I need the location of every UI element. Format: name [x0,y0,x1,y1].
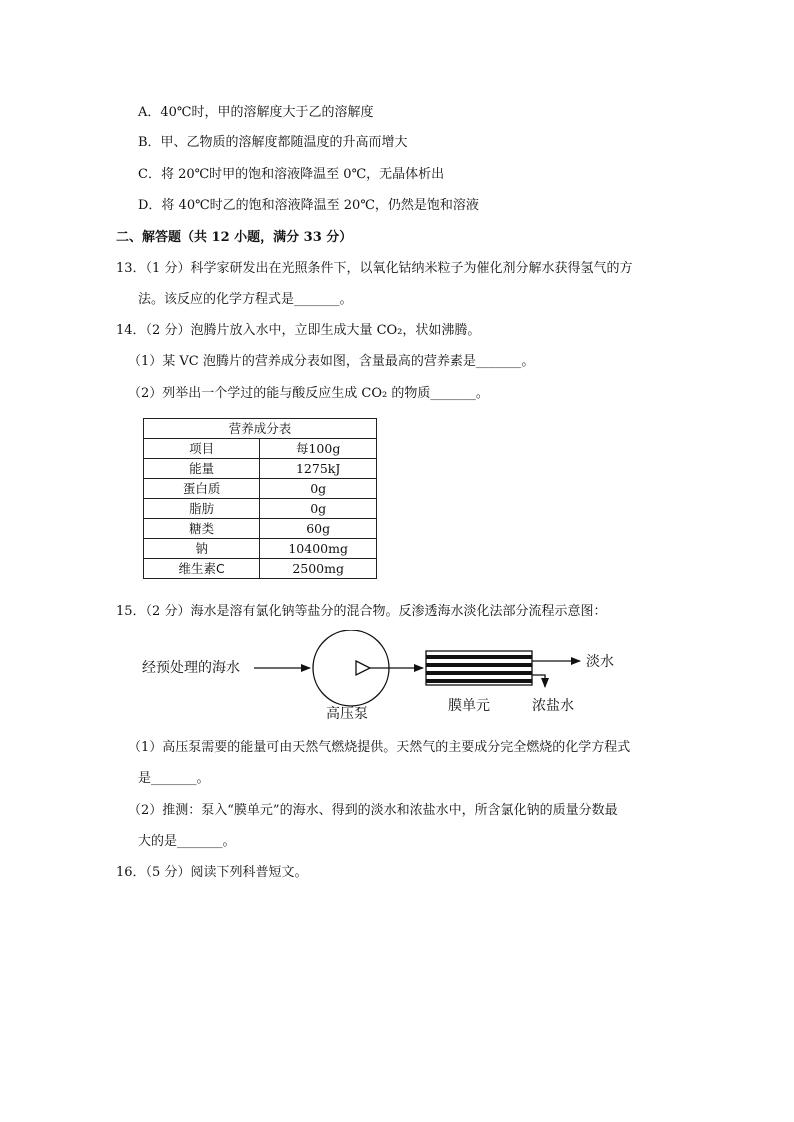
nutrient-name: 蛋白质 [144,479,260,499]
q15-part2-line1: （2）推测：泵入“膜单元”的海水、得到的淡水和浓盐水中，所含氯化钠的质量分数最 [128,803,618,818]
nutrient-value: 60g [260,519,377,539]
pump-label: 高压泵 [326,706,368,720]
option-a: A．40℃时，甲的溶解度大于乙的溶解度 [138,105,374,120]
brine-arrow [532,675,545,687]
option-d: D．将 40℃时乙的饱和溶液降温至 20℃，仍然是饱和溶液 [138,198,479,213]
q13-line2: 法。该反应的化学方程式是_______。 [138,292,353,307]
q15-stem: 15．（2 分）海水是溶有氯化钠等盐分的混合物。反渗透海水淡化法部分流程示意图： [116,604,607,619]
nutrient-value: 10400mg [260,539,377,559]
nutrient-value: 1275kJ [260,459,377,479]
nutrient-name: 项目 [144,439,260,459]
nutrient-name: 能量 [144,459,260,479]
nutrient-name: 钠 [144,539,260,559]
table-row [144,519,377,539]
nutrient-value: 0g [260,479,377,499]
table-row [144,539,377,559]
nutrient-value: 0g [260,499,377,519]
table-row [144,459,377,479]
table-row [144,479,377,499]
q16-stem: 16．（5 分）阅读下列科普短文。 [116,865,308,880]
option-c: C．将 20℃时甲的饱和溶液降温至 0℃，无晶体析出 [138,167,445,182]
nutrition-table [143,418,377,579]
q15-part1-line1: （1）高压泵需要的能量可由天然气燃烧提供。天然气的主要成分完全燃烧的化学方程式 [128,740,631,755]
q15-part1-line2: 是_______。 [138,771,210,786]
table-row [144,439,377,459]
section-heading: 二、解答题（共 12 小题，满分 33 分） [116,230,353,245]
table-row [144,559,377,579]
nutrient-name: 糖类 [144,519,260,539]
q14-stem: 14．（2 分）泡腾片放入水中，立即生成大量 CO₂，状如沸腾。 [116,323,481,338]
pump-triangle-icon [356,661,370,675]
brine-label: 浓盐水 [532,698,574,714]
membrane-label: 膜单元 [448,698,490,714]
q15-part2-line2: 大的是_______。 [138,834,236,849]
nutrition-caption: 营养成分表 [144,419,377,439]
nutrient-value: 每100g [260,439,377,459]
q14-part2: （2）列举出一个学过的能与酸反应生成 CO₂ 的物质_______。 [128,386,489,401]
nutrient-name: 维生素C [144,559,260,579]
table-row [144,499,377,519]
option-b: B．甲、乙物质的溶解度都随温度的升高而增大 [138,135,408,150]
seawater-input-label: 经预处理的海水 [142,660,240,676]
q13-line1: 13．（1 分）科学家研发出在光照条件下，以氧化钴纳米粒子为催化剂分解水获得氢气的方 [116,261,633,276]
q14-part1: （1）某 VC 泡腾片的营养成分表如图，含量最高的营养素是_______。 [128,354,535,369]
desalination-flow-diagram [130,630,660,720]
nutrition-caption-row [144,419,377,439]
nutrient-name: 脂肪 [144,499,260,519]
membrane-unit-icon [426,651,532,685]
nutrient-value: 2500mg [260,559,377,579]
fresh-water-label: 淡水 [586,654,614,670]
